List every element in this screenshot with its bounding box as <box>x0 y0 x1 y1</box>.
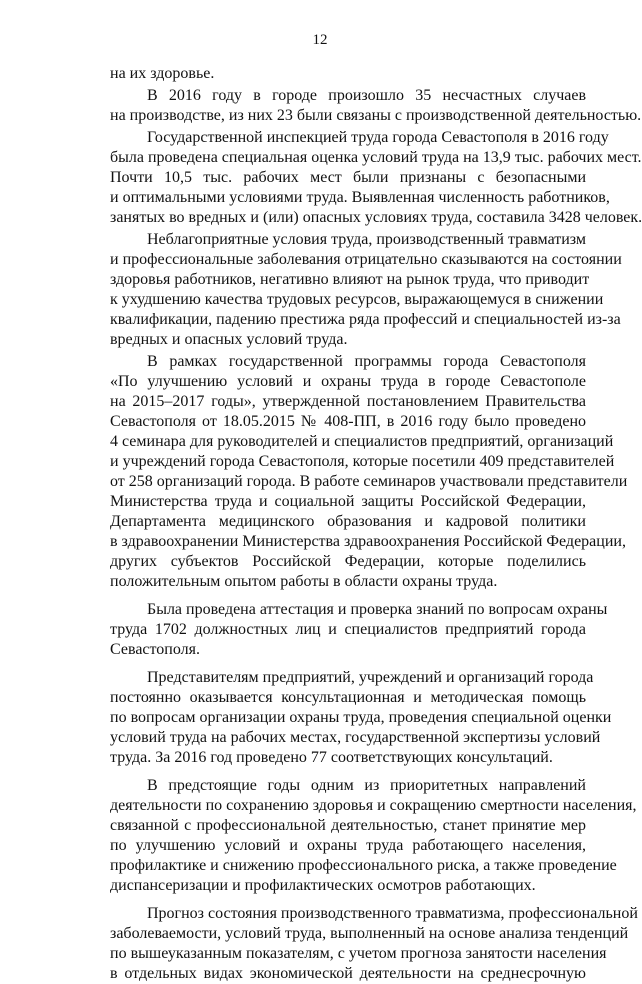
text-line: по вопросам организации охраны труда, проведения специальной оценки <box>110 709 612 726</box>
text-line: и профессиональные заболевания отрицательно сказываются на состоянии <box>110 251 622 268</box>
text-line: по вышеуказанным показателям, с учетом прогноза занятости населения <box>110 945 607 962</box>
text-line: была проведена специальная оценка условий труда на 13,9 тыс. рабочих мест. <box>110 149 642 166</box>
text-line: 4 семинара для руководителей и специалистов предприятий, организаций <box>110 433 614 450</box>
text-line: труда. За 2016 год проведено 77 соответствующих консультаций. <box>110 749 553 766</box>
text-line: на их здоровье. <box>110 65 215 82</box>
text-line: Была проведена аттестация и проверка знаний по вопросам охраны <box>147 601 608 618</box>
text-line: В рамках государственной программы города Севастополя <box>147 353 586 370</box>
text-line: Государственной инспекцией труда города Севастополя в 2016 году <box>147 129 609 146</box>
text-line: постоянно оказывается консультационная и методическая помощь <box>110 689 586 706</box>
text-line: в здравоохранении Министерства здравоохранения Российской Федерации, <box>110 533 626 550</box>
paragraph <box>110 904 638 984</box>
text-line: Представителям предприятий, учреждений и организаций города <box>147 669 594 686</box>
text-line: деятельности по сохранению здоровья и сокращению смертности населения, <box>110 797 637 814</box>
text-line: «По улучшению условий и охраны труда в городе Севастополе <box>110 373 586 390</box>
text-line: Севастополя. <box>110 641 200 658</box>
text-line: к ухудшению качества трудовых ресурсов, выражающемуся в снижении <box>110 291 604 308</box>
paragraph <box>110 230 622 350</box>
text-line: занятых во вредных и (или) опасных условиях труда, составила 3428 человек. <box>110 209 642 226</box>
text-line: Неблагоприятные условия труда, производственный травматизм <box>147 231 587 248</box>
text-line: связанной с профессиональной деятельностью, станет принятие мер <box>110 817 586 834</box>
text-line: В предстоящие годы одним из приоритетных направлений <box>147 777 586 794</box>
text-line: труда 1702 должностных лиц и специалистов предприятий города <box>110 621 586 638</box>
text-line: Почти 10,5 тыс. рабочих мест были признаны с безопасными <box>110 169 586 186</box>
text-line: условий труда на рабочих местах, государственной экспертизы условий <box>110 729 601 746</box>
document-body <box>110 64 642 984</box>
text-line: от 258 организаций города. В работе семинаров участвовали представители <box>110 473 628 490</box>
text-line: на 2015–2017 годы», утвержденной постановлением Правительства <box>110 393 586 410</box>
text-line: на производстве, из них 23 были связаны с производственной деятельностью. <box>110 107 642 124</box>
paragraph <box>110 668 612 768</box>
text-line: в отдельных видах экономической деятельности на среднесрочную <box>110 965 586 982</box>
text-line: квалификации, падению престижа ряда профессий и специальностей из-за <box>110 311 621 328</box>
text-line: профилактике и снижению профессионального риска, а также проведение <box>110 857 617 874</box>
text-line: и оптимальными условиями труда. Выявленная численность работников, <box>110 189 610 206</box>
paragraph <box>110 776 637 896</box>
text-line: В 2016 году в городе произошло 35 несчастных случаев <box>147 87 586 104</box>
text-line: других субъектов Российской Федерации, которые поделились <box>110 553 586 570</box>
text-line: вредных и опасных условий труда. <box>110 331 348 348</box>
text-line: Прогноз состояния производственного травматизма, профессиональной <box>147 905 638 922</box>
paragraph <box>110 600 608 660</box>
paragraph <box>110 128 642 228</box>
text-line: и учреждений города Севастополя, которые посетили 409 представителей <box>110 453 615 470</box>
paragraph <box>110 352 628 592</box>
paragraph <box>110 86 642 126</box>
text-line: заболеваемости, условий труда, выполненный на основе анализа тенденций <box>110 925 629 942</box>
text-line: Министерства труда и социальной защиты Российской Федерации, <box>110 493 586 510</box>
page-number: 12 <box>312 32 328 48</box>
text-line: по улучшению условий и охраны труда работающего населения, <box>110 837 586 854</box>
text-line: диспансеризации и профилактических осмотров работающих. <box>110 877 536 894</box>
text-line: положительным опытом работы в области охраны труда. <box>110 573 498 590</box>
text-line: Департамента медицинского образования и кадровой политики <box>110 513 586 530</box>
text-line: Севастополя от 18.05.2015 № 408-ПП, в 2016 году было проведено <box>110 413 586 430</box>
text-line: здоровья работников, негативно влияют на рынок труда, что приводит <box>110 271 590 288</box>
paragraph <box>110 64 586 84</box>
